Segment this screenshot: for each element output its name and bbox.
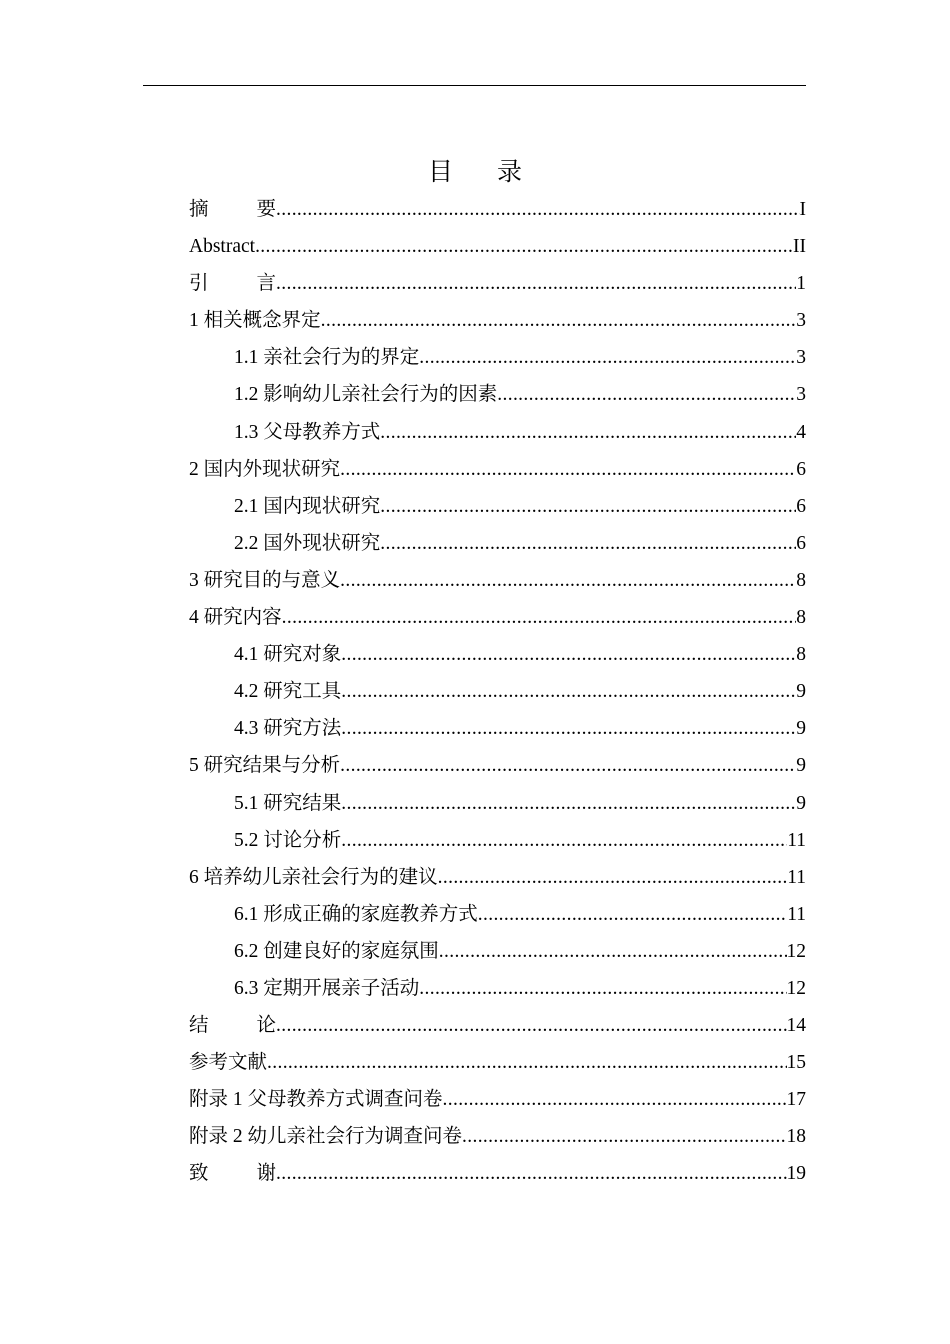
toc-entry-page-number: 4 <box>796 421 806 443</box>
toc-entry-label: 4.1 研究对象 <box>234 644 342 666</box>
toc-dot-leader <box>341 673 796 710</box>
toc-entry-label: 结论 <box>189 1015 277 1037</box>
toc-dot-leader <box>340 562 796 599</box>
toc-entry[interactable] <box>189 228 806 265</box>
toc-dot-leader <box>282 599 797 636</box>
toc-entry-label: 1.2 影响幼儿亲社会行为的因素 <box>234 384 498 406</box>
toc-dot-leader <box>443 1081 787 1118</box>
toc-entry-page-number: 18 <box>786 1126 806 1148</box>
toc-entry[interactable] <box>189 191 806 228</box>
toc-entry[interactable] <box>189 1118 806 1155</box>
toc-entry-page-number: 19 <box>786 1163 806 1185</box>
toc-entry-page-number: 17 <box>786 1089 806 1111</box>
toc-entry[interactable] <box>189 265 806 302</box>
toc-dot-leader <box>341 822 787 859</box>
toc-entry[interactable] <box>189 376 806 413</box>
toc-dot-leader <box>419 970 786 1007</box>
toc-entry-page-number: 12 <box>786 940 806 962</box>
toc-dot-leader <box>478 896 787 933</box>
toc-entry-page-number: 15 <box>786 1052 806 1074</box>
toc-entry-label: 参考文献 <box>189 1052 268 1074</box>
toc-entry-label: 摘要 <box>189 199 277 220</box>
toc-entry-label: 6.3 定期开展亲子活动 <box>234 977 420 999</box>
toc-entry-label: 1.1 亲社会行为的界定 <box>234 347 420 369</box>
toc-entry[interactable] <box>189 599 806 636</box>
toc-entry-page-number: 3 <box>796 310 806 332</box>
toc-entry-label: 3 研究目的与意义 <box>189 569 341 591</box>
toc-dot-leader <box>340 747 796 784</box>
toc-entry-label: 4.2 研究工具 <box>234 681 342 703</box>
toc-entry-label: 引言 <box>189 273 277 295</box>
toc-entry[interactable] <box>189 451 806 488</box>
toc-entry-label: 1 相关概念界定 <box>189 310 321 332</box>
toc-entry-page-number: 6 <box>796 495 806 517</box>
toc-entry-page-number: 6 <box>796 458 806 480</box>
toc-dot-leader <box>276 1007 786 1044</box>
toc-dot-leader <box>439 933 787 970</box>
toc-entry[interactable] <box>189 1044 806 1081</box>
table-of-contents <box>189 191 806 1193</box>
toc-entry-label: 5.2 讨论分析 <box>234 829 342 851</box>
toc-entry-page-number: 11 <box>787 866 806 888</box>
toc-entry[interactable] <box>189 896 806 933</box>
toc-dot-leader <box>321 302 797 339</box>
toc-entry-page-number: 11 <box>787 903 806 925</box>
toc-entry-label: 4 研究内容 <box>189 607 282 629</box>
toc-dot-leader <box>462 1118 786 1155</box>
toc-entry[interactable] <box>189 933 806 970</box>
toc-entry[interactable] <box>189 339 806 376</box>
toc-entry[interactable] <box>189 1081 806 1118</box>
toc-entry-label: 6 培养幼儿亲社会行为的建议 <box>189 866 438 888</box>
toc-entry-page-number: 9 <box>796 755 806 777</box>
toc-dot-leader <box>276 265 796 302</box>
toc-entry-label: 6.1 形成正确的家庭教养方式 <box>234 903 478 925</box>
toc-entry-label: 4.3 研究方法 <box>234 718 342 740</box>
toc-entry[interactable] <box>189 673 806 710</box>
toc-dot-leader <box>340 451 796 488</box>
header-rule <box>143 85 806 86</box>
toc-entry[interactable] <box>189 1007 806 1044</box>
toc-entry-page-number: 3 <box>796 347 806 369</box>
toc-entry-page-number: 8 <box>796 569 806 591</box>
toc-entry-label: 附录 2 幼儿亲社会行为调查问卷 <box>189 1126 463 1148</box>
toc-dot-leader <box>255 228 793 265</box>
toc-dot-leader <box>276 191 799 228</box>
toc-entry-page-number: 8 <box>796 644 806 666</box>
toc-dot-leader <box>438 859 788 896</box>
toc-entry-page-number: 11 <box>787 829 806 851</box>
toc-entry-label: 附录 1 父母教养方式调查问卷 <box>189 1089 443 1111</box>
toc-entry[interactable] <box>189 302 806 339</box>
toc-entry-label: 1.3 父母教养方式 <box>234 421 381 443</box>
toc-entry-label: Abstract <box>189 236 256 258</box>
toc-entry-label: 2 国内外现状研究 <box>189 458 341 480</box>
toc-entry-page-number: 9 <box>796 718 806 740</box>
toc-entry-label: 6.2 创建良好的家庭氛围 <box>234 940 439 962</box>
toc-entry[interactable] <box>189 747 806 784</box>
toc-entry-page-number: 6 <box>796 532 806 554</box>
toc-dot-leader <box>276 1155 786 1192</box>
toc-entry-page-number: 9 <box>796 792 806 814</box>
toc-dot-leader <box>380 414 796 451</box>
toc-entry-label: 5.1 研究结果 <box>234 792 342 814</box>
toc-entry[interactable] <box>189 859 806 896</box>
page-title: 目录 <box>427 157 566 186</box>
toc-entry[interactable] <box>189 970 806 1007</box>
toc-entry[interactable] <box>189 785 806 822</box>
toc-entry[interactable] <box>189 525 806 562</box>
toc-entry[interactable] <box>189 562 806 599</box>
toc-dot-leader <box>380 488 796 525</box>
toc-entry-label: 2.1 国内现状研究 <box>234 495 381 517</box>
toc-dot-leader <box>341 636 796 673</box>
toc-entry-label: 致谢 <box>189 1163 277 1185</box>
toc-entry[interactable] <box>189 488 806 525</box>
toc-entry[interactable] <box>189 822 806 859</box>
toc-dot-leader <box>380 525 796 562</box>
toc-entry-label: 5 研究结果与分析 <box>189 755 341 777</box>
toc-entry[interactable] <box>189 414 806 451</box>
toc-dot-leader <box>341 785 796 822</box>
toc-entry-page-number: 14 <box>786 1015 806 1037</box>
toc-entry-page-number: 3 <box>796 384 806 406</box>
toc-entry[interactable] <box>189 1155 806 1192</box>
toc-entry-page-number: 12 <box>786 977 806 999</box>
toc-entry-page-number: 1 <box>796 273 806 295</box>
toc-entry[interactable] <box>189 636 806 673</box>
toc-dot-leader <box>341 710 796 747</box>
toc-entry-label: 2.2 国外现状研究 <box>234 532 381 554</box>
toc-dot-leader <box>419 339 796 376</box>
toc-dot-leader <box>497 376 796 413</box>
toc-entry-page-number: 9 <box>796 681 806 703</box>
toc-entry-page-number: 8 <box>796 607 806 629</box>
toc-entry-page-number: I <box>799 199 806 220</box>
toc-entry-page-number: II <box>793 236 806 258</box>
toc-entry[interactable] <box>189 710 806 747</box>
toc-dot-leader <box>267 1044 786 1081</box>
